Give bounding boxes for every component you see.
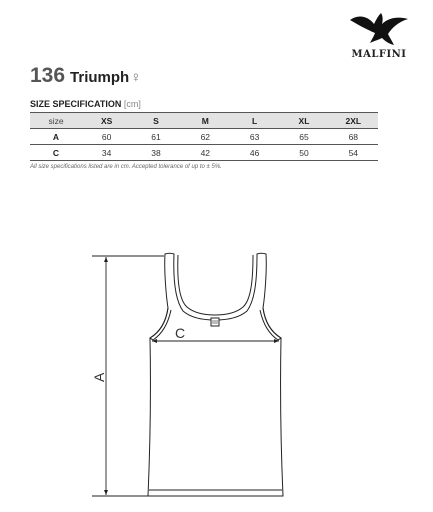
product-code: 136 [30, 64, 66, 87]
brand-name: MALFINI [351, 49, 407, 60]
table-row [30, 129, 378, 145]
row-label: A [52, 131, 60, 142]
table-cell: 68 [348, 131, 359, 142]
measure-a-label: A [91, 372, 107, 382]
column-header: L [230, 113, 279, 129]
neck-label [211, 318, 219, 326]
table-cell: 46 [249, 147, 260, 158]
table-cell: 42 [200, 147, 211, 158]
table-cell: 65 [299, 131, 309, 142]
column-header: S [131, 113, 180, 129]
spec-heading [30, 99, 141, 109]
product-title [30, 64, 141, 88]
armhole-binding-right [260, 308, 281, 340]
tolerance-note: All size specifications listed are in cm. Accepted tolerance of up to ± 5%. [30, 164, 222, 170]
column-header: size [30, 113, 82, 129]
spec-heading-text: SIZE SPECIFICATION [30, 99, 122, 109]
size-table-header [30, 113, 378, 129]
measure-c [152, 339, 279, 343]
tank-top-outline [148, 253, 283, 496]
table-cell: 62 [200, 131, 211, 142]
table-cell: 61 [151, 131, 161, 142]
table-cell: 38 [151, 147, 161, 158]
spec-unit: [cm] [123, 99, 141, 109]
armhole-binding-left [150, 308, 171, 340]
column-header: M [181, 113, 230, 129]
product-name: Triumph [70, 69, 130, 86]
female-symbol-icon: ♀ [130, 69, 142, 86]
column-header: XS [82, 113, 131, 129]
brand-logo[interactable] [344, 10, 414, 60]
column-header: XL [279, 113, 328, 129]
table-row [30, 145, 378, 161]
column-header: 2XL [329, 113, 378, 129]
row-label: C [52, 147, 60, 158]
table-cell: 63 [249, 131, 260, 142]
raven-bird-icon [348, 10, 410, 48]
measure-c-label: C [175, 325, 186, 341]
table-cell: 60 [101, 131, 112, 142]
neckline-binding [178, 255, 253, 315]
size-table [30, 112, 378, 161]
table-cell: 50 [299, 147, 309, 158]
tank-top-diagram [0, 240, 433, 512]
table-cell: 34 [101, 147, 112, 158]
table-cell: 54 [348, 147, 359, 158]
